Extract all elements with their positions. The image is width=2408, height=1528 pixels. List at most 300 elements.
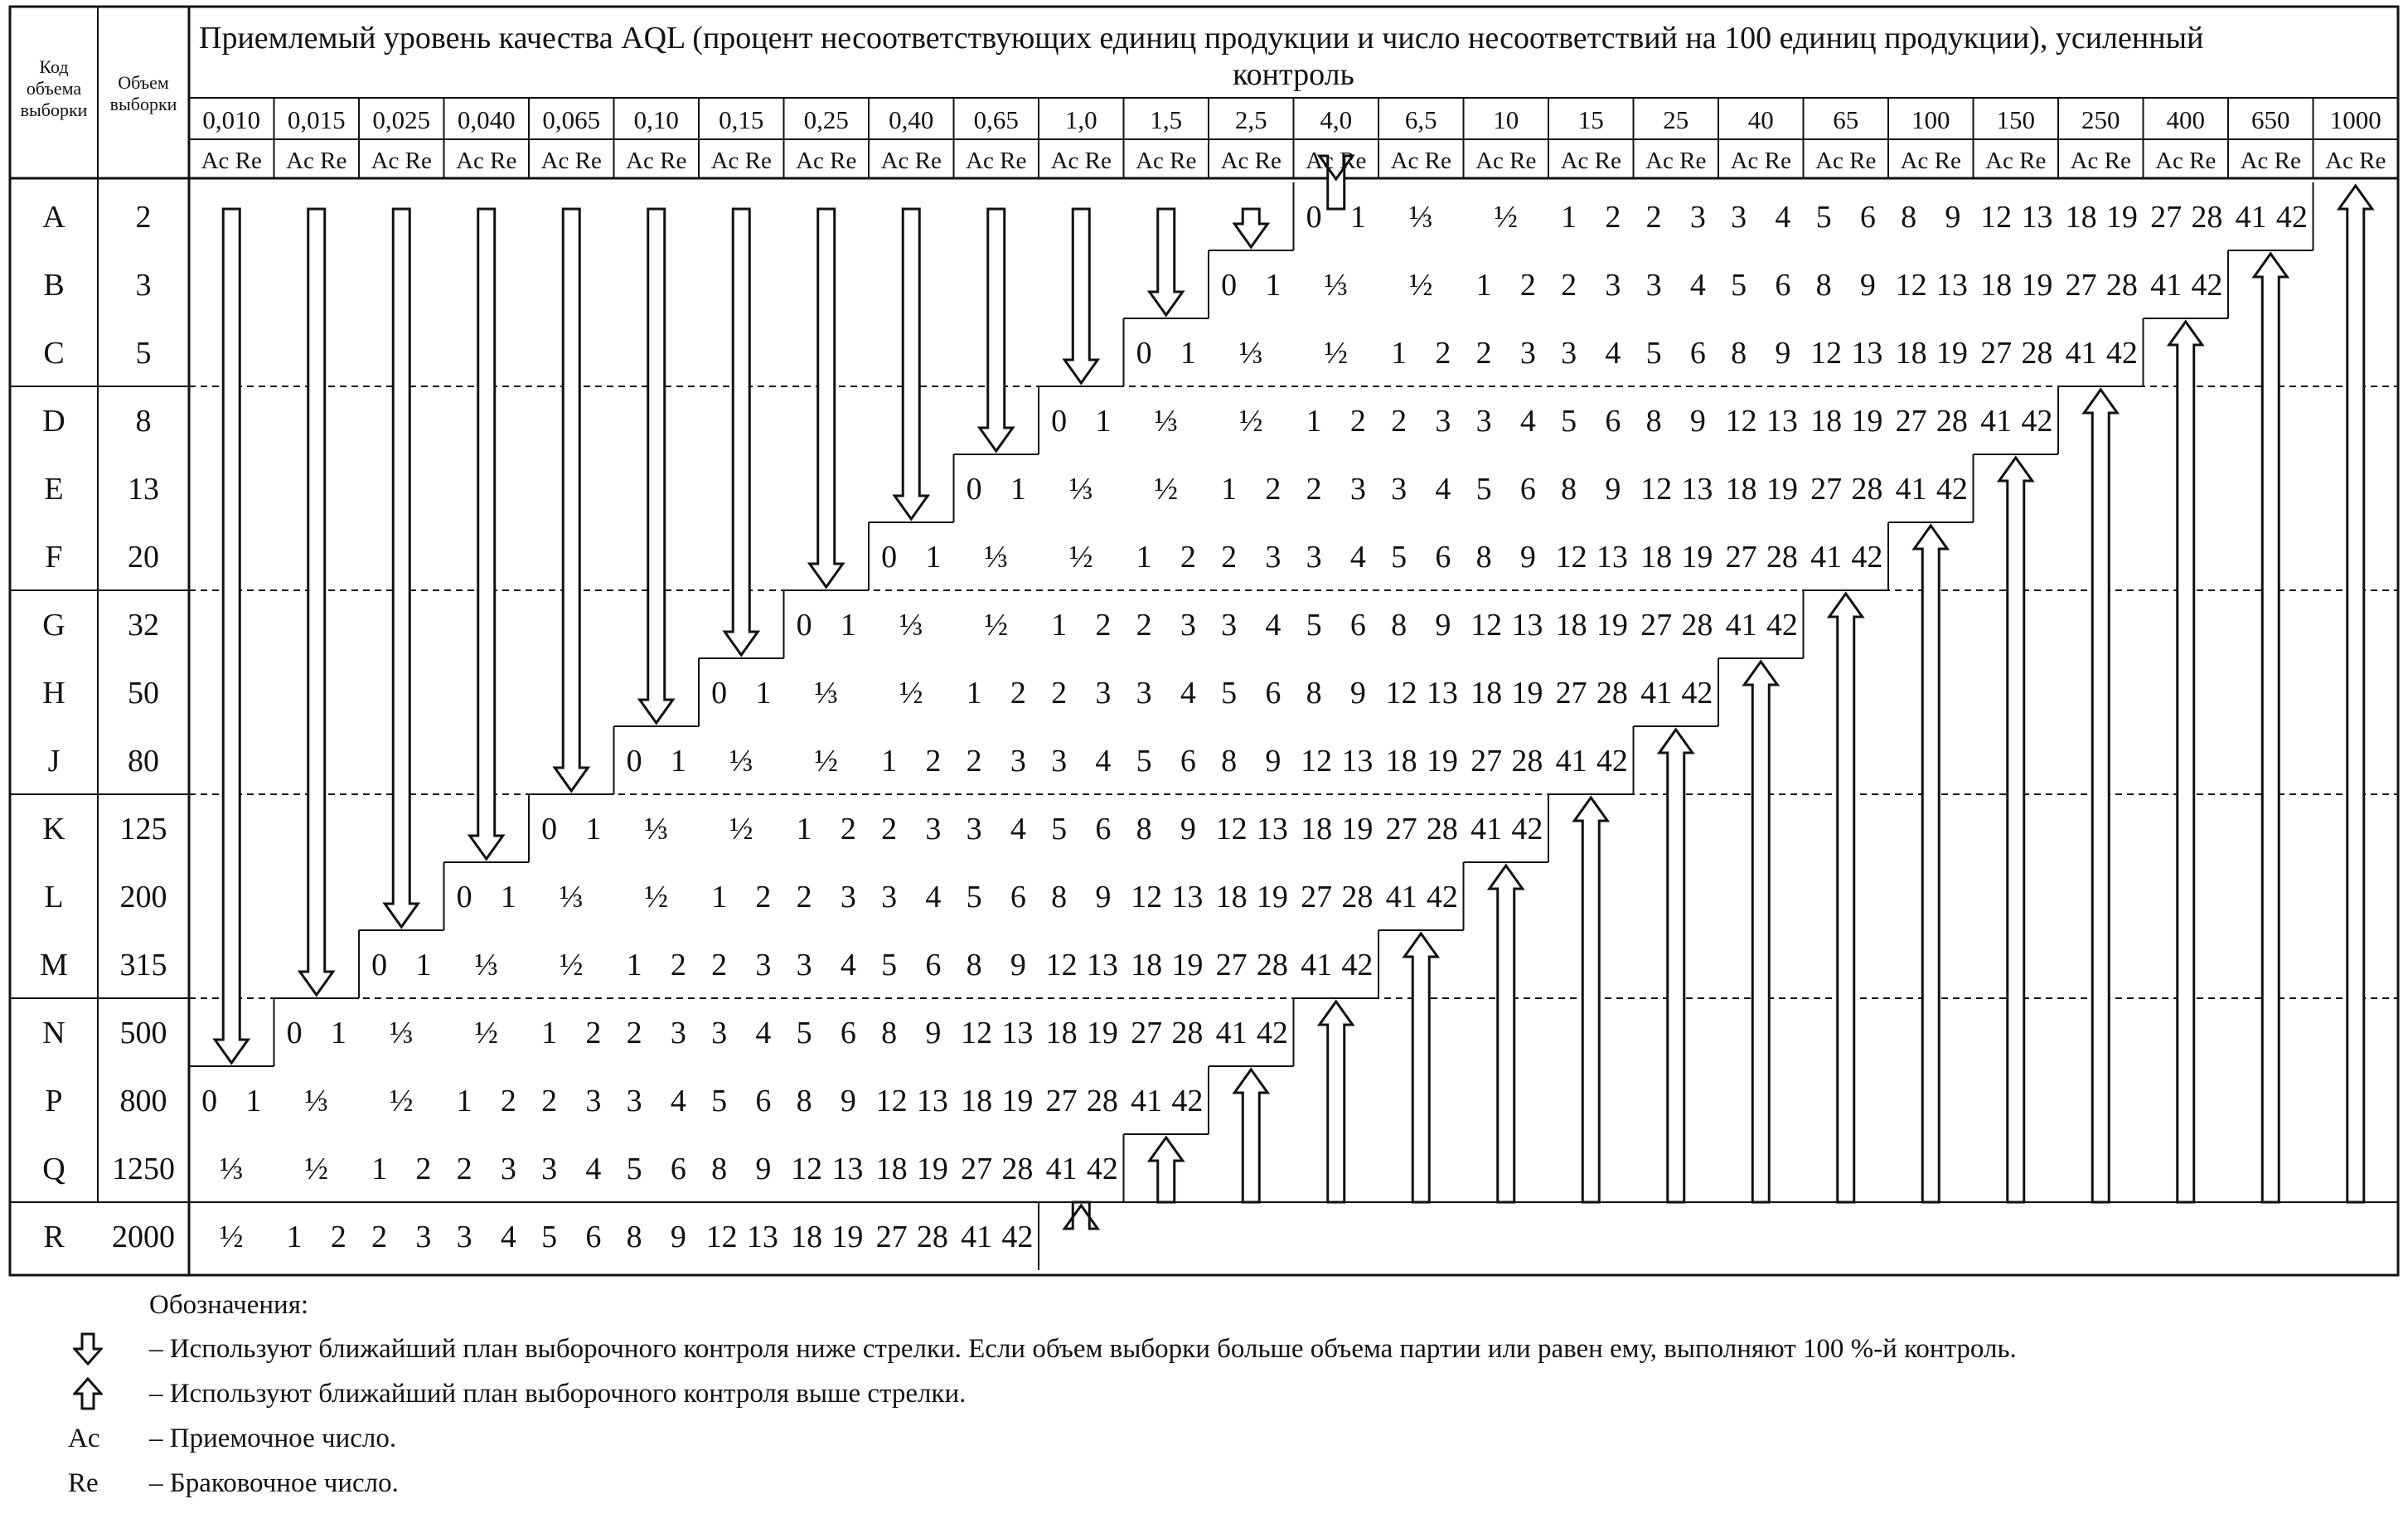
- re-value: 9: [1265, 744, 1282, 779]
- fraction-value: ½: [390, 1084, 414, 1118]
- ac-re-label: Ac Re: [1560, 148, 1621, 174]
- re-value: 42: [1681, 676, 1713, 711]
- ac-value: 2: [966, 744, 982, 779]
- re-value: 28: [2105, 268, 2138, 303]
- ac-value: 18: [1895, 336, 1927, 371]
- up-arrow-icon: [1404, 934, 1437, 1202]
- re-value: 28: [1766, 540, 1798, 575]
- fraction-value: ⅓: [644, 812, 668, 846]
- code-header: объема: [26, 78, 82, 99]
- re-value: 13: [1256, 812, 1288, 846]
- ac-value: 1: [1391, 336, 1407, 371]
- up-arrow-icon: [1490, 866, 1523, 1202]
- re-value: 6: [1265, 676, 1282, 711]
- ac-value: 1: [1221, 472, 1238, 507]
- re-value: 3: [500, 1152, 516, 1186]
- ac-value: 27: [961, 1152, 993, 1186]
- aql-level-label: 0,10: [633, 105, 679, 134]
- table-title: Приемлемый уровень качества AQL (процент несоответствующих единиц продукции и число несоответствий на 100 единиц продукции), усиленный: [199, 21, 2204, 56]
- re-value: 4: [1095, 744, 1112, 779]
- ac-value: 41: [1470, 812, 1503, 846]
- down-arrow-icon: [385, 209, 418, 927]
- aql-level-label: 0,15: [719, 105, 764, 134]
- ac-re-label: Ac Re: [201, 148, 262, 174]
- re-value: 3: [1519, 336, 1536, 371]
- re-value: 19: [831, 1220, 864, 1254]
- ac-value: 3: [1051, 744, 1068, 779]
- ac-re-label: Ac Re: [1645, 148, 1707, 174]
- ac-value: 3: [966, 812, 982, 846]
- aql-level-label: 0,025: [372, 105, 431, 134]
- up-arrow-icon: [1150, 1138, 1183, 1202]
- ac-value: 12: [1640, 472, 1673, 507]
- ac-value: 0: [881, 540, 898, 575]
- re-value: 4: [1010, 812, 1026, 846]
- re-value: 6: [1435, 540, 1451, 575]
- re-value: 42: [1511, 812, 1543, 846]
- ac-value: 27: [1555, 676, 1587, 711]
- ac-value: 0: [371, 948, 388, 982]
- re-value: 3: [1605, 268, 1621, 303]
- re-value: 3: [1349, 472, 1366, 507]
- re-value: 42: [1171, 1084, 1204, 1118]
- ac-value: 5: [1561, 404, 1577, 439]
- row-size: 50: [128, 676, 159, 711]
- ac-value: 12: [1131, 880, 1163, 914]
- re-value: 19: [1341, 812, 1374, 846]
- re-value: 4: [840, 948, 856, 982]
- aql-level-label: 4,0: [1320, 105, 1353, 134]
- ac-value: 0: [966, 472, 982, 507]
- re-value: 19: [1936, 336, 1968, 371]
- ac-value: 5: [1051, 812, 1068, 846]
- ac-value: 41: [961, 1220, 993, 1254]
- ac-value: 8: [1306, 676, 1322, 711]
- down-arrow-icon: [1150, 209, 1183, 315]
- legend-re-row: [33, 1464, 399, 1502]
- re-value: 28: [1256, 948, 1288, 982]
- ac-value: 27: [1980, 336, 2013, 371]
- ac-value: 18: [1385, 744, 1417, 779]
- re-value: 13: [2021, 200, 2053, 235]
- fraction-value: ⅓: [729, 744, 753, 779]
- ac-value: 3: [881, 880, 898, 914]
- legend-ac-row: [33, 1419, 396, 1458]
- fraction-value: ⅓: [1239, 336, 1263, 371]
- re-value: 1: [1265, 268, 1282, 303]
- re-value: 2: [1435, 336, 1451, 371]
- re-value: 6: [1180, 744, 1196, 779]
- ac-value: 27: [1215, 948, 1248, 982]
- ac-value: 5: [1306, 608, 1322, 643]
- row-code: E: [44, 472, 64, 507]
- fraction-value: ½: [304, 1152, 328, 1186]
- re-value: 28: [1001, 1152, 1034, 1186]
- re-value: 28: [2021, 336, 2053, 371]
- ac-value: 5: [966, 880, 982, 914]
- re-value: 9: [1095, 880, 1112, 914]
- re-value: 6: [1519, 472, 1536, 507]
- re-value: 42: [1596, 744, 1628, 779]
- up-arrow-icon: [33, 1377, 149, 1410]
- ac-value: 0: [711, 676, 728, 711]
- re-value: 13: [916, 1084, 948, 1118]
- ac-value: 18: [875, 1152, 908, 1186]
- ac-value: 8: [1475, 540, 1492, 575]
- re-value: 9: [840, 1084, 856, 1118]
- ac-value: 2: [541, 1084, 558, 1118]
- row-code: D: [42, 404, 65, 439]
- re-value: 3: [1435, 404, 1451, 439]
- ac-value: 1: [541, 1016, 558, 1050]
- row-code: R: [43, 1220, 65, 1254]
- re-value: 19: [1851, 404, 1883, 439]
- re-value: 6: [1095, 812, 1112, 846]
- down-arrow-icon: [724, 209, 758, 655]
- row-code: A: [42, 200, 65, 235]
- re-value: 3: [1180, 608, 1196, 643]
- aql-level-label: 65: [1833, 105, 1859, 134]
- ac-re-label: Ac Re: [1390, 148, 1451, 174]
- ac-re-label: Ac Re: [1306, 148, 1367, 174]
- ac-value: 5: [881, 948, 898, 982]
- ac-value: 2: [1391, 404, 1407, 439]
- ac-value: 8: [966, 948, 982, 982]
- row-size: 2: [135, 200, 152, 235]
- ac-value: 27: [2065, 268, 2097, 303]
- re-value: 42: [2191, 268, 2223, 303]
- ac-value: 41: [2235, 200, 2267, 235]
- ac-value: 27: [1385, 812, 1417, 846]
- re-value: 19: [1256, 880, 1288, 914]
- re-value: 9: [1349, 676, 1366, 711]
- re-value: 2: [330, 1220, 346, 1254]
- ac-value: 0: [456, 880, 472, 914]
- aql-level-label: 650: [2251, 105, 2290, 134]
- ac-value: 3: [626, 1084, 642, 1118]
- row-code: N: [42, 1016, 65, 1050]
- ac-value: 12: [1555, 540, 1587, 575]
- row-size: 1250: [112, 1152, 175, 1186]
- ac-value: 27: [875, 1220, 908, 1254]
- re-value: 2: [1095, 608, 1112, 643]
- re-value: 42: [1766, 608, 1798, 643]
- ac-value: 2: [881, 812, 898, 846]
- ac-value: 5: [1136, 744, 1152, 779]
- ac-value: 8: [1731, 336, 1747, 371]
- ac-value: 27: [1470, 744, 1503, 779]
- ac-re-label: Ac Re: [2070, 148, 2131, 174]
- fraction-value: ⅓: [1069, 472, 1093, 507]
- re-value: 3: [1095, 676, 1112, 711]
- down-arrow-icon: [300, 209, 333, 995]
- re-value: 19: [1171, 948, 1204, 982]
- row-code: G: [42, 608, 65, 643]
- ac-value: 41: [1810, 540, 1843, 575]
- ac-value: 27: [1810, 472, 1843, 507]
- fraction-value: ½: [984, 608, 1008, 643]
- up-arrow-icon: [1064, 1202, 1097, 1229]
- ac-value: 2: [1306, 472, 1322, 507]
- down-arrow-icon: [215, 209, 248, 1063]
- re-value: 2: [1180, 540, 1196, 575]
- ac-value: 2: [626, 1016, 642, 1050]
- aql-level-label: 0,015: [287, 105, 346, 134]
- re-value: 13: [1086, 948, 1118, 982]
- re-value: 1: [585, 812, 602, 846]
- legend-ac-symbol: Ac: [68, 1423, 100, 1453]
- ac-value: 1: [286, 1220, 303, 1254]
- up-arrow-icon: [2169, 322, 2202, 1202]
- ac-value: 1: [881, 744, 898, 779]
- ac-value: 41: [1725, 608, 1757, 643]
- up-arrow-icon: [1999, 458, 2033, 1202]
- ac-value: 3: [1221, 608, 1238, 643]
- fraction-value: ½: [1239, 404, 1263, 439]
- re-value: 28: [1936, 404, 1968, 439]
- re-value: 6: [1859, 200, 1876, 235]
- up-arrow-icon: [1744, 662, 1777, 1202]
- aql-level-label: 40: [1747, 105, 1774, 134]
- fraction-value: ⅓: [220, 1152, 244, 1186]
- ac-value: 18: [1810, 404, 1843, 439]
- ac-value: 12: [705, 1220, 738, 1254]
- row-size: 200: [119, 880, 167, 914]
- re-value: 13: [1681, 472, 1713, 507]
- re-value: 9: [925, 1016, 942, 1050]
- re-value: 2: [840, 812, 856, 846]
- row-size: 80: [128, 744, 159, 779]
- re-value: 3: [670, 1016, 686, 1050]
- fraction-value: ⅓: [390, 1016, 414, 1050]
- re-value: 2: [500, 1084, 516, 1118]
- row-code: H: [42, 676, 65, 711]
- ac-value: 18: [2065, 200, 2097, 235]
- fraction-value: ⅓: [984, 540, 1008, 575]
- re-value: 6: [585, 1220, 602, 1254]
- ac-value: 18: [1555, 608, 1587, 643]
- ac-value: 8: [1815, 268, 1832, 303]
- row-size: 3: [135, 268, 152, 303]
- re-value: 9: [1689, 404, 1706, 439]
- re-value: 4: [1180, 676, 1196, 711]
- aql-level-label: 1000: [2329, 105, 2381, 134]
- ac-re-label: Ac Re: [2240, 148, 2301, 174]
- table-title-cont: контроль: [1233, 57, 1354, 92]
- re-value: 19: [1596, 608, 1628, 643]
- re-value: 2: [1349, 404, 1366, 439]
- ac-value: 1: [1561, 200, 1577, 235]
- ac-value: 41: [1301, 948, 1333, 982]
- re-value: 13: [1171, 880, 1204, 914]
- re-value: 28: [916, 1220, 948, 1254]
- fraction-value: ⅓: [1324, 268, 1348, 303]
- ac-value: 1: [371, 1152, 388, 1186]
- re-value: 4: [1519, 404, 1536, 439]
- re-value: 42: [1086, 1152, 1118, 1186]
- aql-level-label: 0,065: [542, 105, 601, 134]
- ac-re-label: Ac Re: [2155, 148, 2217, 174]
- aql-level-label: 250: [2081, 105, 2120, 134]
- ac-value: 41: [1980, 404, 2013, 439]
- ac-value: 2: [796, 880, 812, 914]
- ac-value: 12: [961, 1016, 993, 1050]
- ac-value: 41: [2065, 336, 2097, 371]
- re-value: 4: [1689, 268, 1706, 303]
- re-value: 1: [330, 1016, 346, 1050]
- ac-value: 2: [456, 1152, 472, 1186]
- legend-down-text: – Используют ближайший план выборочного контроля ниже стрелки. Если объем выборки больше объема партии или равен ему, выполняют 100 %-й контроль.: [149, 1333, 2017, 1364]
- ac-value: 0: [1306, 200, 1322, 235]
- ac-value: 0: [796, 608, 812, 643]
- re-value: 19: [2021, 268, 2053, 303]
- ac-value: 8: [796, 1084, 812, 1118]
- re-value: 13: [1426, 676, 1458, 711]
- re-value: 13: [1936, 268, 1968, 303]
- re-value: 1: [245, 1084, 262, 1118]
- ac-value: 5: [541, 1220, 558, 1254]
- fraction-value: ⅓: [1154, 404, 1178, 439]
- re-value: 1: [1180, 336, 1196, 371]
- re-value: 4: [1435, 472, 1451, 507]
- aql-level-label: 0,65: [973, 105, 1019, 134]
- row-code: M: [40, 948, 68, 982]
- fraction-value: ½: [560, 948, 584, 982]
- ac-value: 0: [1051, 404, 1068, 439]
- re-value: 42: [1936, 472, 1968, 507]
- fraction-value: ⅓: [304, 1084, 328, 1118]
- up-arrow-icon: [2084, 390, 2117, 1202]
- row-code: Q: [42, 1152, 65, 1186]
- re-value: 42: [1341, 948, 1374, 982]
- re-value: 13: [1001, 1016, 1034, 1050]
- ac-re-label: Ac Re: [1985, 148, 2047, 174]
- re-value: 19: [916, 1152, 948, 1186]
- re-value: 3: [755, 948, 772, 982]
- row-code: F: [45, 540, 63, 575]
- up-arrow-icon: [1320, 1002, 1353, 1202]
- ac-value: 2: [371, 1220, 388, 1254]
- ac-value: 1: [1306, 404, 1322, 439]
- ac-re-label: Ac Re: [1730, 148, 1791, 174]
- fraction-value: ½: [220, 1220, 244, 1254]
- re-value: 1: [1349, 200, 1366, 235]
- re-value: 2: [415, 1152, 432, 1186]
- re-value: 6: [1605, 404, 1621, 439]
- ac-re-label: Ac Re: [880, 148, 942, 174]
- ac-value: 18: [961, 1084, 993, 1118]
- ac-value: 18: [1215, 880, 1248, 914]
- re-value: 4: [670, 1084, 686, 1118]
- row-code: P: [45, 1084, 63, 1118]
- fraction-value: ½: [814, 744, 838, 779]
- aql-level-label: 25: [1663, 105, 1689, 134]
- down-arrow-icon: [810, 209, 843, 587]
- re-value: 13: [831, 1152, 864, 1186]
- re-value: 9: [1010, 948, 1026, 982]
- aql-level-label: 400: [2166, 105, 2205, 134]
- aql-level-label: 6,5: [1404, 105, 1437, 134]
- re-value: 19: [2105, 200, 2138, 235]
- row-code: K: [42, 812, 65, 846]
- re-value: 2: [585, 1016, 602, 1050]
- re-value: 13: [1851, 336, 1883, 371]
- up-arrow-icon: [1659, 730, 1693, 1202]
- re-value: 4: [1775, 200, 1791, 235]
- ac-value: 2: [1645, 200, 1662, 235]
- ac-value: 12: [1810, 336, 1843, 371]
- row-code: B: [43, 268, 65, 303]
- re-value: 6: [840, 1016, 856, 1050]
- re-value: 28: [1511, 744, 1543, 779]
- size-header: Объем: [118, 72, 169, 93]
- ac-value: 0: [626, 744, 642, 779]
- ac-value: 5: [796, 1016, 812, 1050]
- ac-re-label: Ac Re: [1136, 148, 1197, 174]
- re-value: 9: [1775, 336, 1791, 371]
- re-value: 4: [1349, 540, 1366, 575]
- ac-re-label: Ac Re: [796, 148, 857, 174]
- legend-re-symbol: Re: [68, 1467, 99, 1498]
- ac-value: 18: [1131, 948, 1163, 982]
- re-value: 2: [925, 744, 942, 779]
- re-value: 4: [925, 880, 942, 914]
- ac-value: 12: [1470, 608, 1503, 643]
- aql-level-label: 1,5: [1150, 105, 1183, 134]
- down-arrow-icon: [894, 209, 928, 519]
- code-header: Код: [39, 56, 69, 77]
- row-size: 125: [119, 812, 167, 846]
- ac-value: 18: [791, 1220, 823, 1254]
- re-value: 2: [1010, 676, 1026, 711]
- ac-value: 27: [1895, 404, 1927, 439]
- re-value: 13: [1766, 404, 1798, 439]
- fraction-value: ½: [1409, 268, 1433, 303]
- ac-value: 12: [875, 1084, 908, 1118]
- ac-value: 3: [541, 1152, 558, 1186]
- ac-value: 27: [1301, 880, 1333, 914]
- re-value: 9: [670, 1220, 686, 1254]
- ac-value: 41: [1385, 880, 1417, 914]
- fraction-value: ½: [1069, 540, 1093, 575]
- row-size: 13: [128, 472, 159, 507]
- ac-value: 3: [711, 1016, 728, 1050]
- re-value: 42: [1426, 880, 1458, 914]
- ac-value: 0: [1136, 336, 1152, 371]
- ac-re-label: Ac Re: [966, 148, 1027, 174]
- ac-value: 5: [1731, 268, 1747, 303]
- ac-value: 27: [1131, 1016, 1163, 1050]
- ac-value: 27: [1045, 1084, 1078, 1118]
- re-value: 3: [1689, 200, 1706, 235]
- re-value: 28: [1171, 1016, 1204, 1050]
- re-value: 42: [1256, 1016, 1288, 1050]
- aql-level-label: 10: [1493, 105, 1519, 134]
- row-size: 20: [128, 540, 159, 575]
- ac-value: 8: [626, 1220, 642, 1254]
- ac-value: 5: [1391, 540, 1407, 575]
- re-value: 1: [500, 880, 516, 914]
- ac-value: 5: [1815, 200, 1832, 235]
- re-value: 3: [925, 812, 942, 846]
- ac-value: 27: [1725, 540, 1757, 575]
- ac-value: 1: [796, 812, 812, 846]
- fraction-value: ½: [1324, 336, 1348, 371]
- fraction-value: ½: [474, 1016, 498, 1050]
- ac-value: 2: [1136, 608, 1152, 643]
- re-value: 28: [1341, 880, 1374, 914]
- ac-value: 1: [1475, 268, 1492, 303]
